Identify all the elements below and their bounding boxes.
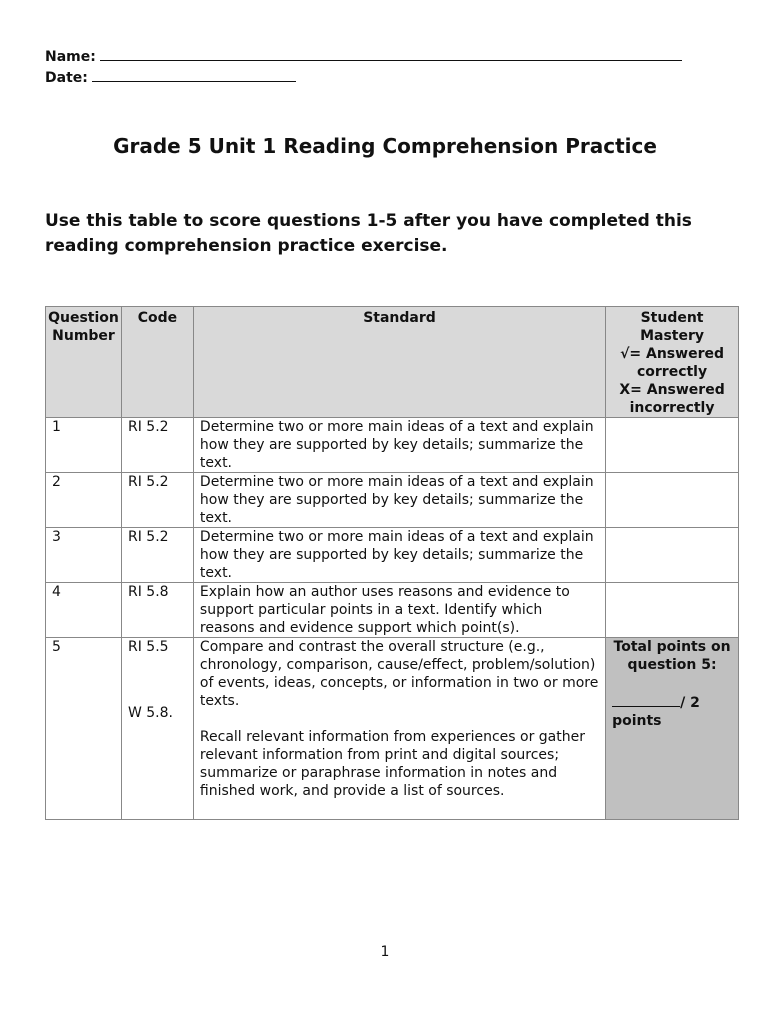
standard-code: RI 5.2 [121,473,193,528]
question-number: 2 [46,473,122,528]
question-number: 5 [46,638,122,820]
header-code: Code [121,307,193,418]
mastery-correct-key: √= Answered correctly [620,346,724,380]
points-entry [612,692,732,730]
question-number: 3 [46,528,122,583]
table-header-row [46,307,739,418]
standard-text: Determine two or more main ideas of a text and explain how they are supported by key details; summarize the text. [193,418,605,473]
standard-texts [193,638,605,820]
table-row [46,473,739,528]
points-suffix: / 2 points [612,695,700,729]
standard-code: RI 5.8 [121,583,193,638]
table-row [46,528,739,583]
header-standard: Standard [193,307,605,418]
name-field [45,46,682,65]
date-input-line[interactable] [92,67,296,82]
header-student-mastery [606,307,739,418]
standard-text: Determine two or more main ideas of a text and explain how they are supported by key details; summarize the text. [193,528,605,583]
standard-text: Compare and contrast the overall structure (e.g., chronology, comparison, cause/effect, problem/solution) of events, ideas, concepts, or information in two or more texts. [199,639,599,709]
mastery-cell[interactable] [606,473,739,528]
date-field [45,67,296,86]
page-title: Grade 5 Unit 1 Reading Comprehension Practice [113,134,657,158]
mastery-incorrect-key: X= Answered incorrectly [619,382,725,416]
date-label: Date: [45,70,88,86]
standard-text: Recall relevant information from experiences or gather relevant information from print and digital sources; summarize or paraphrase information in notes and finished work, and provide a list of sources. [199,729,585,799]
points-blank[interactable] [612,692,680,707]
page-number: 1 [380,944,390,960]
mastery-cell[interactable] [606,583,739,638]
table-row [46,583,739,638]
name-input-line[interactable] [100,46,682,61]
question-number: 1 [46,418,122,473]
mastery-title: Student Mastery [640,310,704,344]
standard-code: W 5.8. [127,705,173,721]
mastery-cell[interactable] [606,528,739,583]
standard-text: Determine two or more main ideas of a text and explain how they are supported by key details; summarize the text. [193,473,605,528]
standard-codes [121,638,193,820]
score-table [45,306,739,820]
instructions: Use this table to score questions 1-5 after you have completed this reading comprehension practice exercise. [45,211,692,256]
standard-text: Explain how an author uses reasons and evidence to support particular points in a text. Identify which reasons and evidence support which point(s). [193,583,605,638]
standard-code: RI 5.5 [127,639,169,655]
table-row [46,638,739,820]
standard-code: RI 5.2 [121,528,193,583]
question-number: 4 [46,583,122,638]
total-points-cell [606,638,739,820]
total-points-label: Total points on question 5: [613,639,731,673]
mastery-cell[interactable] [606,418,739,473]
header-question-number: Question Number [46,307,122,418]
table-row [46,418,739,473]
name-label: Name: [45,49,96,65]
standard-code: RI 5.2 [121,418,193,473]
